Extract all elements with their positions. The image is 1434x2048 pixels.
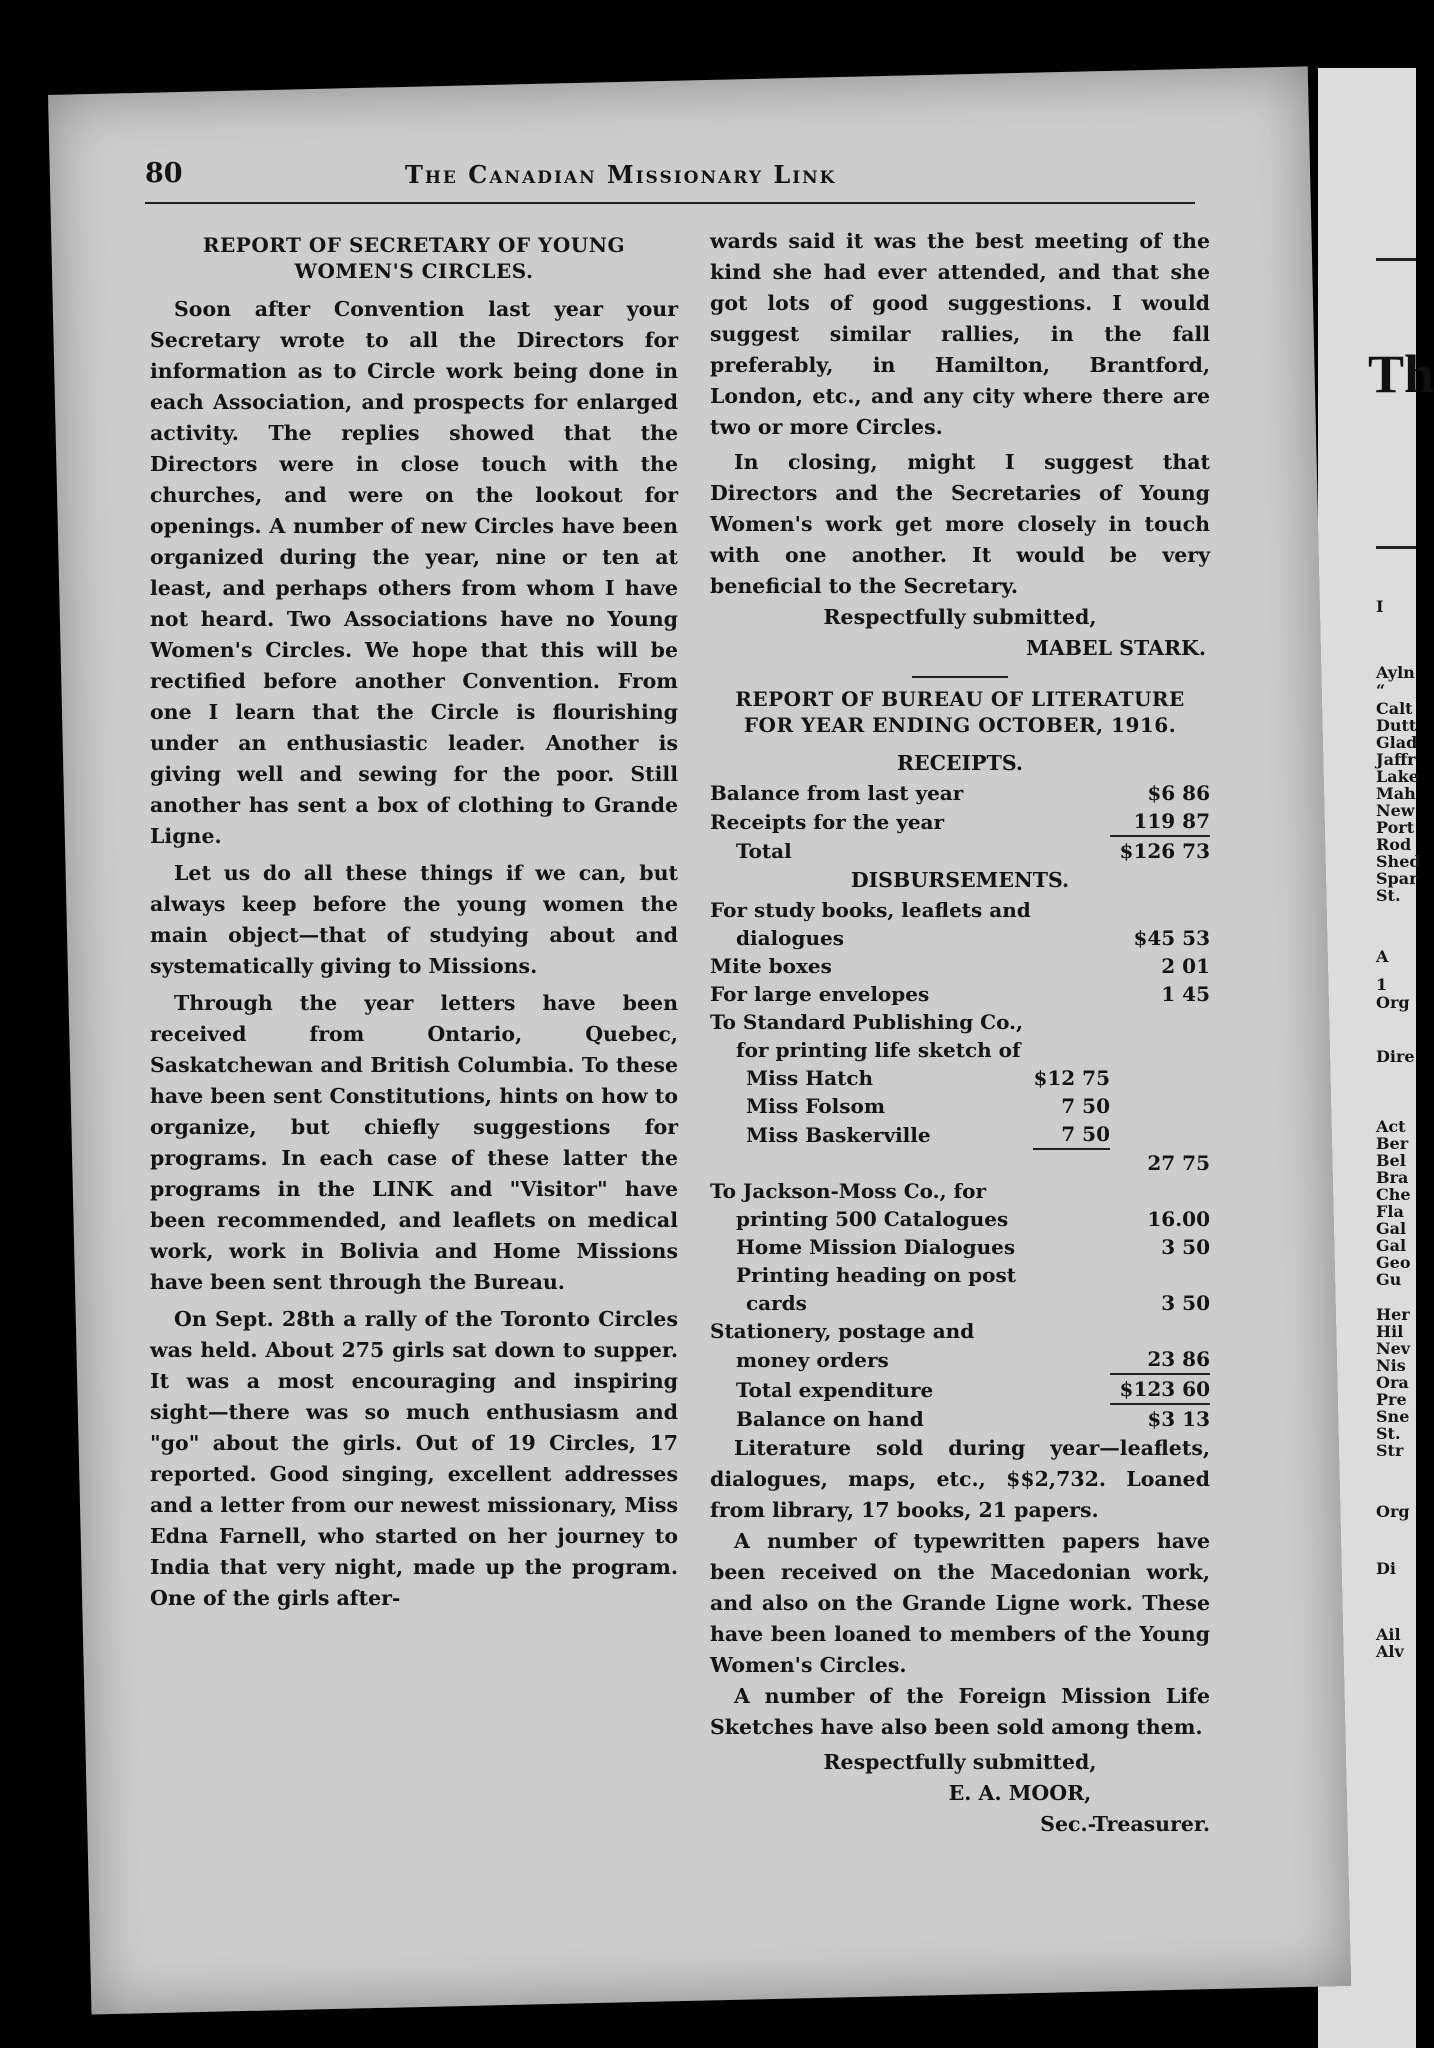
adjacent-page-text: Hil bbox=[1376, 1322, 1404, 1341]
bureau-literature-report-heading: REPORT OF BUREAU OF LITERATURE FOR YEAR ENDING OCTOBER, 1916. bbox=[735, 687, 1185, 737]
adjacent-page-text: 1 bbox=[1376, 975, 1388, 994]
table-row bbox=[710, 1404, 1210, 1433]
total-expenditure-amount: $123 60 bbox=[1110, 1374, 1210, 1404]
adjacent-page-text: Shed bbox=[1376, 852, 1421, 871]
adjacent-page-text: St. bbox=[1376, 1424, 1401, 1443]
table-row bbox=[710, 1036, 1210, 1064]
row-amount: 16.00 bbox=[1147, 1207, 1210, 1231]
row-amount: 1 45 bbox=[1161, 982, 1210, 1006]
row-amount: 2 01 bbox=[1161, 954, 1210, 978]
adjacent-page-text: Lake bbox=[1376, 767, 1419, 786]
paragraph: Soon after Convention last year your Secretary wrote to all the Directors for information as to Circle work being done in each Association, and prospects for enlarged activity. The replies showed that the Directors were in close touch with the churches, and were on the lookout for openings. A number of new Circles have been organized during the year, nine or ten at least, and perhaps others from whom I have not heard. Two Associations have no Young Women's Circles. We hope that this will be rectified before another Convention. From one I learn that the Circle is flourishing under an enthusiastic leader. Another is giving well and sewing for the poor. Still another has sent a box of clothing to Grande Ligne. bbox=[150, 297, 678, 848]
table-row bbox=[710, 1261, 1210, 1289]
adjacent-page-text: Spar bbox=[1376, 869, 1418, 888]
adjacent-page-text: Bel bbox=[1376, 1151, 1406, 1170]
paragraph: Through the year letters have been received from Ontario, Quebec, Saskatchewan and British Columbia. To these have been sent Constitutions, hints on how to organize, but chiefly suggestions for programs. In each case of these latter the programs in the LINK and "Visitor" have been recommended, and leaflets on medical work, work in Bolivia and Home Missions have been sent through the Bureau. bbox=[150, 991, 678, 1294]
table-row bbox=[710, 1008, 1210, 1036]
row-label: To Jackson-Moss Co., for bbox=[710, 1179, 987, 1203]
literature-sold-paragraph: Literature sold during year—leaflets, dialogues, maps, etc., $$2,732. Loaned from library, 17 books, 21 papers. bbox=[710, 1436, 1210, 1522]
row-label: Mite boxes bbox=[710, 954, 832, 978]
row-label: Stationery, postage and bbox=[710, 1319, 975, 1343]
row-label: For large envelopes bbox=[710, 982, 930, 1006]
table-row bbox=[710, 1149, 1210, 1177]
closing-paragraph: In closing, might I suggest that Directors and the Secretaries of Young Women's work get more closely in touch with one another. It would be very beneficial to the Secretary. bbox=[710, 450, 1210, 598]
page-header bbox=[145, 158, 1195, 198]
row-amount: 27 75 bbox=[1147, 1151, 1210, 1175]
row-amount: 3 50 bbox=[1161, 1235, 1210, 1259]
receipts-table bbox=[710, 779, 1210, 865]
adjacent-page-text: Geo bbox=[1376, 1253, 1411, 1272]
row-amount: $6 86 bbox=[1147, 781, 1210, 805]
signer-title: Sec.-Treasurer. bbox=[1040, 1812, 1210, 1836]
adjacent-page-rule bbox=[1376, 258, 1416, 261]
paragraph: Let us do all these things if we can, but always keep before the young women the main object—that of studying about and systematically giving to Missions. bbox=[150, 861, 678, 978]
row-label: money orders bbox=[736, 1348, 889, 1372]
adjacent-page-text: Str bbox=[1376, 1441, 1404, 1460]
adjacent-page-text: Di bbox=[1376, 1559, 1396, 1578]
row-subamount: 7 50 bbox=[1033, 1120, 1110, 1149]
row-label: printing 500 Catalogues bbox=[736, 1207, 1009, 1231]
row-label: for printing life sketch of bbox=[736, 1038, 1021, 1062]
row-label: dialogues bbox=[736, 926, 844, 950]
adjacent-page-text: Gu bbox=[1376, 1270, 1402, 1289]
header-rule bbox=[145, 202, 1195, 204]
row-label: Receipts for the year bbox=[710, 810, 945, 834]
adjacent-page-text: A bbox=[1376, 947, 1389, 966]
adjacent-page-text: Dire bbox=[1376, 1047, 1415, 1066]
row-amount: 23 86 bbox=[1147, 1347, 1210, 1371]
table-row bbox=[710, 952, 1210, 980]
adjacent-page-text: Org bbox=[1376, 1502, 1410, 1521]
adjacent-page-text: Org bbox=[1376, 993, 1410, 1012]
table-row bbox=[710, 836, 1210, 865]
table-row bbox=[710, 1374, 1210, 1404]
row-amount: 3 50 bbox=[1161, 1291, 1210, 1315]
disbursements-heading: DISBURSEMENTS. bbox=[850, 868, 1070, 892]
balance-amount: $3 13 bbox=[1110, 1404, 1210, 1433]
receipts-heading: RECEIPTS. bbox=[896, 751, 1024, 775]
table-row bbox=[710, 1120, 1210, 1149]
row-label: Miss Baskerville bbox=[746, 1123, 931, 1147]
sign-off: Respectfully submitted, bbox=[823, 605, 1097, 629]
adjacent-page-text: Sne bbox=[1376, 1407, 1410, 1426]
adjacent-page-rule bbox=[1376, 546, 1416, 549]
table-row bbox=[710, 1205, 1210, 1233]
table-row bbox=[710, 1064, 1210, 1092]
adjacent-page-text: St. bbox=[1376, 886, 1401, 905]
row-subamount: $12 75 bbox=[1033, 1066, 1110, 1090]
left-column bbox=[150, 226, 678, 1614]
total-label: Total bbox=[736, 839, 792, 863]
adjacent-page-text: Act bbox=[1376, 1117, 1406, 1136]
continued-paragraph: wards said it was the best meeting of the kind she had ever attended, and that she got lots of good suggestions. I would suggest similar rallies, in the fall preferably, in Hamilton, Brantford, London, etc., and any city where there are two or more Circles. bbox=[710, 229, 1210, 439]
row-label: For study books, leaflets and bbox=[710, 898, 1031, 922]
row-subamount: 7 50 bbox=[1061, 1094, 1110, 1118]
adjacent-page-text: Glad bbox=[1376, 733, 1418, 752]
adjacent-page-text: Gal bbox=[1376, 1219, 1407, 1238]
adjacent-page-text: Ora bbox=[1376, 1373, 1409, 1392]
adjacent-page-text: Fla bbox=[1376, 1202, 1404, 1221]
table-row bbox=[710, 896, 1210, 924]
adjacent-page-text: Gal bbox=[1376, 1236, 1407, 1255]
adjacent-page-text: Her bbox=[1376, 1305, 1410, 1324]
table-row bbox=[710, 1233, 1210, 1261]
row-label: cards bbox=[746, 1291, 807, 1315]
disbursements-table bbox=[710, 896, 1210, 1433]
row-label: To Standard Publishing Co., bbox=[710, 1010, 1023, 1034]
row-amount: $45 53 bbox=[1133, 926, 1210, 950]
life-sketches-paragraph: A number of the Foreign Mission Life Sketches have also been sold among them. bbox=[710, 1684, 1210, 1739]
row-label: Printing heading on post bbox=[736, 1263, 1016, 1287]
adjacent-page-text: Calt bbox=[1376, 699, 1413, 718]
adjacent-page-title-fragment: Th bbox=[1368, 344, 1434, 404]
adjacent-page-text: Ail bbox=[1376, 1625, 1401, 1644]
section-divider bbox=[912, 676, 1008, 678]
journal-title: The Canadian Missionary Link bbox=[405, 160, 837, 189]
total-amount: $126 73 bbox=[1110, 836, 1210, 865]
adjacent-page-text: Jaffr bbox=[1376, 750, 1416, 769]
adjacent-page-text: Nev bbox=[1376, 1339, 1411, 1358]
adjacent-page-text: Nis bbox=[1376, 1356, 1406, 1375]
adjacent-page-text: New bbox=[1376, 801, 1415, 820]
adjacent-page-text: Alv bbox=[1376, 1642, 1404, 1661]
adjacent-page-text: Dutt bbox=[1376, 716, 1417, 735]
right-column bbox=[710, 226, 1210, 1840]
adjacent-page-text: Ber bbox=[1376, 1134, 1409, 1153]
signature-mabel-stark: MABEL STARK. bbox=[1026, 636, 1206, 660]
adjacent-page-text: Ayln bbox=[1376, 663, 1415, 682]
adjacent-page-text: I bbox=[1376, 597, 1384, 616]
row-amount: 119 87 bbox=[1133, 809, 1210, 833]
table-row bbox=[710, 779, 1210, 807]
adjacent-page-text: Che bbox=[1376, 1185, 1411, 1204]
total-expenditure-label: Total expenditure bbox=[736, 1378, 934, 1402]
adjacent-page-text: Rod bbox=[1376, 835, 1412, 854]
balance-label: Balance on hand bbox=[736, 1407, 924, 1431]
table-row bbox=[710, 1092, 1210, 1120]
adjacent-page-text: Mah bbox=[1376, 784, 1416, 803]
young-womens-circles-report-heading: REPORT OF SECRETARY OF YOUNG WOMEN'S CIRCLES. bbox=[202, 233, 626, 283]
row-label: Miss Folsom bbox=[746, 1094, 886, 1118]
sign-off: Respectfully submitted, bbox=[823, 1750, 1097, 1774]
signature-e-a-moor: E. A. MOOR, bbox=[948, 1781, 1092, 1805]
row-label: Home Mission Dialogues bbox=[736, 1235, 1016, 1259]
row-label: Miss Hatch bbox=[746, 1066, 874, 1090]
table-row bbox=[710, 980, 1210, 1008]
paragraph: On Sept. 28th a rally of the Toronto Circles was held. About 275 girls sat down to supper. It was a most encouraging and inspiring sight—there was so much enthusiasm and "go" about the girls. Out of 19 Circles, 17 reported. Good singing, excellent addresses and a letter from our newest missionary, Miss Edna Farnell, who started on her journey to India that very night, made up the program. One of the girls after- bbox=[150, 1307, 678, 1610]
typewritten-papers-paragraph: A number of typewritten papers have been received on the Macedonian work, and also on the Grande Ligne work. These have been loaned to members of the Young Women's Circles. bbox=[710, 1529, 1210, 1677]
table-row bbox=[710, 1177, 1210, 1205]
table-row bbox=[710, 1289, 1210, 1317]
adjacent-page-text: “ bbox=[1376, 681, 1386, 700]
row-label: Balance from last year bbox=[710, 781, 964, 805]
adjacent-page-text: Port bbox=[1376, 818, 1415, 837]
table-row bbox=[710, 924, 1210, 952]
table-row bbox=[710, 807, 1210, 836]
table-row bbox=[710, 1345, 1210, 1374]
table-row bbox=[710, 1317, 1210, 1345]
adjacent-page-text: Bra bbox=[1376, 1168, 1409, 1187]
adjacent-page-text: Pre bbox=[1376, 1390, 1407, 1409]
page-number: 80 bbox=[145, 158, 183, 189]
